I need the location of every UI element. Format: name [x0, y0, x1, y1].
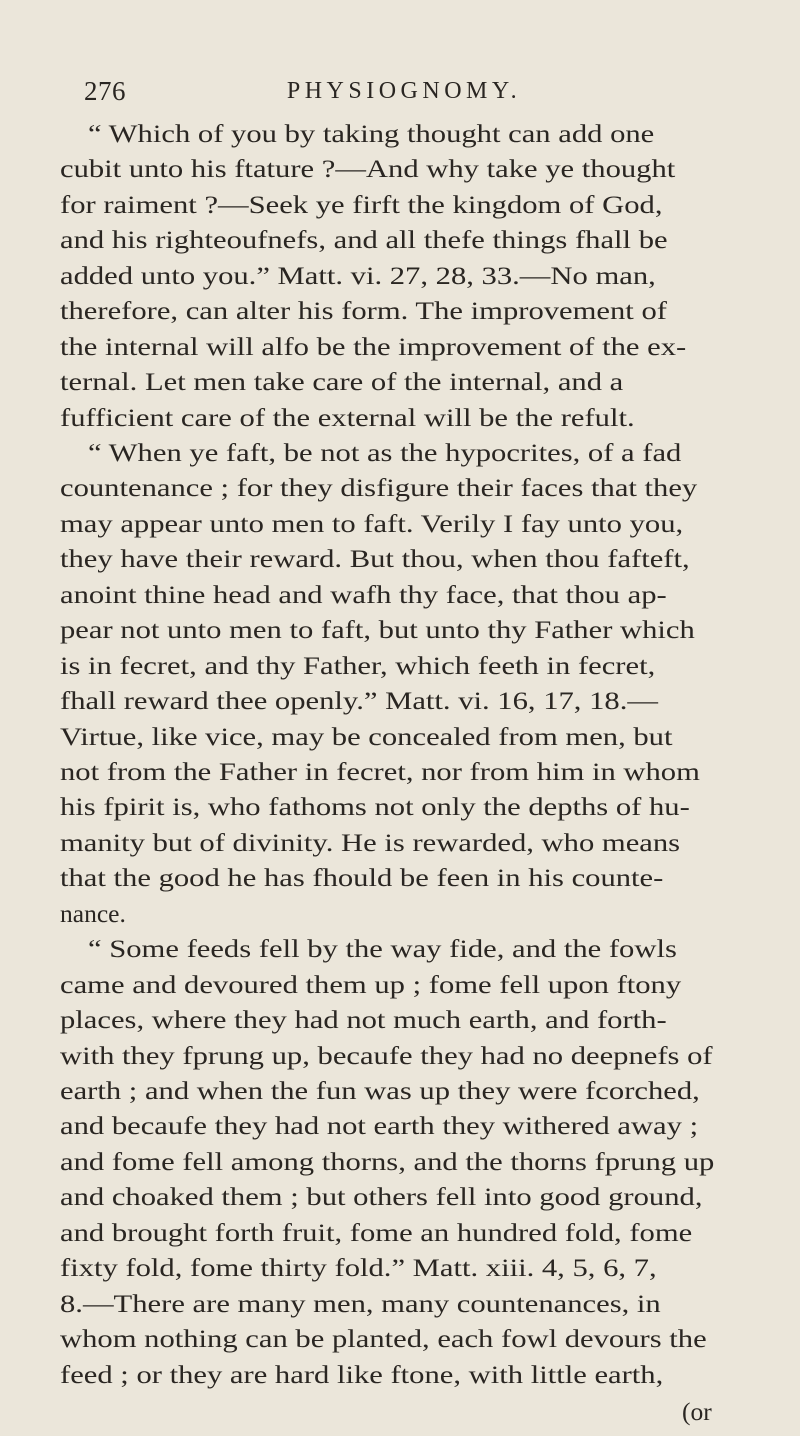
text-line: feed ; or they are hard like ftone, with little earth,: [60, 1360, 664, 1389]
text-line: “ When ye faft, be not as the hypocrites, of a fad: [88, 438, 682, 467]
text-line: came and devoured them up ; fome fell upon ftony: [60, 970, 682, 999]
text-line: and brought forth fruit, fome an hundred fold, fome: [60, 1218, 693, 1247]
running-title: PHYSIOGNOMY.: [286, 78, 522, 104]
text-line: and his righteoufnefs, and all thefe things fhall be: [60, 225, 668, 254]
text-line: 8.—There are many men, many countenances, in: [60, 1289, 661, 1318]
text-line: anoint thine head and wafh thy face, that thou ap-: [60, 580, 667, 609]
text-line: manity but of divinity. He is rewarded, who means: [60, 828, 681, 857]
text-line: and becaufe they had not earth they withered away ;: [60, 1111, 699, 1140]
text-line: “ Some feeds fell by the way fide, and the fowls: [88, 934, 677, 963]
catchword: (or: [682, 1397, 712, 1426]
text-line: may appear unto men to faft. Verily I fay unto you,: [60, 509, 684, 538]
text-line: and choaked them ; but others fell into good ground,: [60, 1182, 703, 1211]
text-line: places, where they had not much earth, and forth-: [60, 1005, 667, 1034]
page-header: [84, 76, 724, 116]
text-line: nance.: [60, 899, 126, 928]
text-line: that the good he has fhould be feen in his counte-: [60, 863, 664, 892]
text-line: cubit unto his ftature ?—And why take ye thought: [60, 154, 676, 183]
text-line: is in fecret, and thy Father, which feeth in fecret,: [60, 651, 656, 680]
text-line: added unto you.” Matt. vi. 27, 28, 33.—No man,: [60, 261, 656, 290]
text-line: Virtue, like vice, may be concealed from men, but: [60, 722, 673, 751]
text-line: earth ; and when the fun was up they were fcorched,: [60, 1076, 700, 1105]
text-line: and fome fell among thorns, and the thorns fprung up: [60, 1147, 715, 1176]
text-line: fhall reward thee openly.” Matt. vi. 16, 17, 18.—: [60, 686, 658, 715]
text-line: fixty fold, fome thirty fold.” Matt. xiii. 4, 5, 6, 7,: [60, 1253, 657, 1282]
text-line: “ Which of you by taking thought can add one: [88, 119, 655, 148]
text-line: his fpirit is, who fathoms not only the depths of hu-: [60, 792, 690, 821]
text-line: the internal will alfo be the improvement of the ex-: [60, 332, 687, 361]
text-line: for raiment ?—Seek ye firft the kingdom of God,: [60, 190, 663, 219]
text-line: with they fprung up, becaufe they had no deepnefs of: [60, 1041, 713, 1070]
text-line: countenance ; for they disfigure their faces that they: [60, 473, 698, 502]
text-line: whom nothing can be planted, each fowl devours the: [60, 1324, 707, 1353]
text-line: not from the Father in fecret, nor from him in whom: [60, 757, 700, 786]
text-line: pear not unto men to faft, but unto thy Father which: [60, 615, 695, 644]
page-number: 276: [84, 76, 126, 106]
text-line: fufficient care of the external will be the refult.: [60, 403, 635, 432]
text-line: ternal. Let men take care of the internal, and a: [60, 367, 624, 396]
text-line: therefore, can alter his form. The improvement of: [60, 296, 667, 325]
text-line: they have their reward. But thou, when thou fafteft,: [60, 544, 690, 573]
